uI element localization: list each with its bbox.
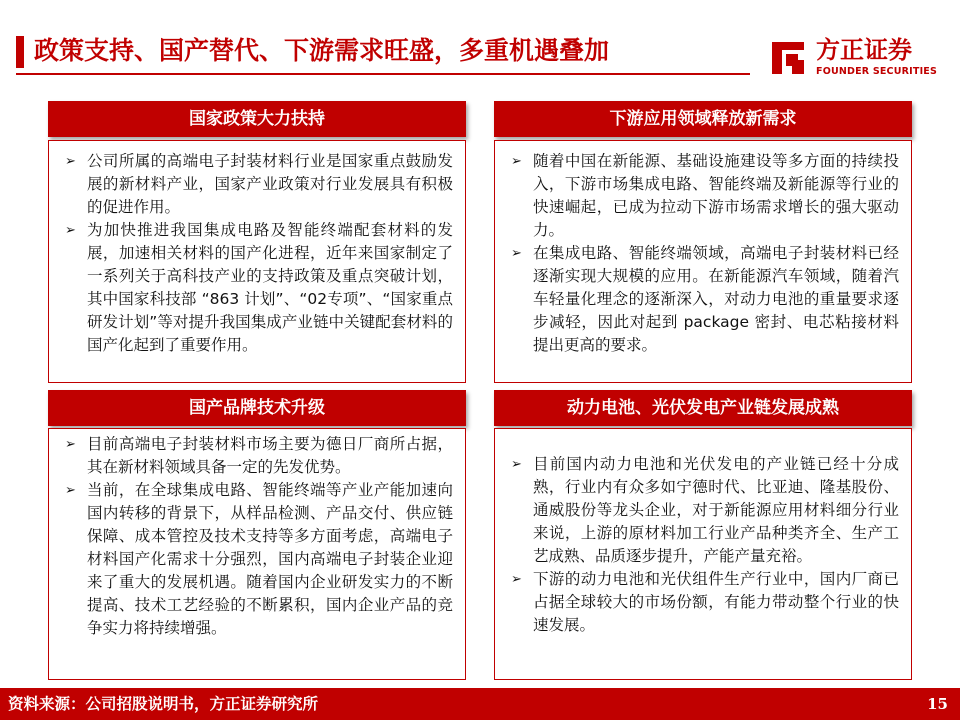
list-item-text: 目前国内动力电池和光伏发电的产业链已经十分成熟，行业内有众多如宁德时代、比亚迪、隆基股份、通威股份等龙头企业，对于新能源应用材料细分行业来说，上游的原材料加工行业产品种类齐全、生产工艺成熟、品质逐步提升，产能产量充裕。 xyxy=(533,455,899,565)
bullet-list xyxy=(505,453,899,637)
list-item xyxy=(59,219,453,357)
list-item xyxy=(505,150,899,242)
bullet-list xyxy=(505,150,899,357)
list-item xyxy=(59,479,453,640)
founder-logo-icon xyxy=(768,38,808,78)
arrow-bullet-icon: ➢ xyxy=(65,483,76,498)
list-item xyxy=(505,242,899,357)
footer-bar xyxy=(0,688,960,720)
source-note: 资料来源：公司招股说明书，方正证券研究所 xyxy=(8,695,319,713)
panel-header-demand: 下游应用领域释放新需求 xyxy=(494,101,912,137)
list-item xyxy=(505,453,899,568)
list-item-text: 随着中国在新能源、基础设施建设等多方面的持续投入，下游市场集成电路、智能终端及新能源等行业的快速崛起，已成为拉动下游市场需求增长的强大驱动力。 xyxy=(533,152,899,239)
page-number: 15 xyxy=(927,695,948,713)
panel-header-industry-chain: 动力电池、光伏发电产业链发展成熟 xyxy=(494,390,912,426)
arrow-bullet-icon: ➢ xyxy=(511,246,522,261)
founder-logo xyxy=(764,30,944,82)
arrow-bullet-icon: ➢ xyxy=(511,457,522,472)
title-accent-bar xyxy=(16,36,24,68)
list-item-text: 公司所属的高端电子封装材料行业是国家重点鼓励发展的新材料产业，国家产业政策对行业发展具有积极的促进作用。 xyxy=(87,152,453,216)
list-item-text: 当前，在全球集成电路、智能终端等产业产能加速向国内转移的背景下，从样品检测、产品交付、供应链保障、成本管控及技术支持等多方面考虑，高端电子材料国产化需求十分强烈，国内高端电子封装企业迎来了重大的发展机遇。随着国内企业研发实力的不断提高、技术工艺经验的不断累积，国内企业产品的竞争实力将持续增强。 xyxy=(87,481,453,637)
panel-header-domestic-brand: 国产品牌技术升级 xyxy=(48,390,466,426)
list-item xyxy=(59,433,453,479)
arrow-bullet-icon: ➢ xyxy=(511,154,522,169)
list-item-text: 下游的动力电池和光伏组件生产行业中，国内厂商已占据全球较大的市场份额，有能力带动整个行业的快速发展。 xyxy=(533,570,899,634)
list-item xyxy=(59,150,453,219)
list-item xyxy=(505,568,899,637)
list-item-text: 为加快推进我国集成电路及智能终端配套材料的发展，加速相关材料的国产化进程，近年来国家制定了一系列关于高科技产业的支持政策及重点突破计划，其中国家科技部 “863 计划”、“02专项”、“国家重点研发计划”等对提升我国集成产业链中关键配套材料的国产化起到了重要作用。 xyxy=(87,221,453,354)
panel-body-demand xyxy=(494,140,912,383)
panel-body-policy xyxy=(48,140,466,383)
panel-body-industry-chain xyxy=(494,428,912,680)
arrow-bullet-icon: ➢ xyxy=(511,572,522,587)
bullet-list xyxy=(59,150,453,357)
panel-body-domestic-brand xyxy=(48,428,466,680)
logo-chinese-name: 方正证券 xyxy=(816,36,912,64)
page-title: 政策支持、国产替代、下游需求旺盛，多重机遇叠加 xyxy=(34,36,610,65)
arrow-bullet-icon: ➢ xyxy=(65,437,76,452)
title-divider xyxy=(16,73,750,75)
arrow-bullet-icon: ➢ xyxy=(65,223,76,238)
panel-header-policy: 国家政策大力扶持 xyxy=(48,101,466,137)
bullet-list xyxy=(59,433,453,640)
list-item-text: 目前高端电子封装材料市场主要为德日厂商所占据，其在新材料领域具备一定的先发优势。 xyxy=(87,435,453,476)
arrow-bullet-icon: ➢ xyxy=(65,154,76,169)
logo-english-name: FOUNDER SECURITIES xyxy=(816,66,938,77)
list-item-text: 在集成电路、智能终端领域，高端电子封装材料已经逐渐实现大规模的应用。在新能源汽车领域，随着汽车轻量化理念的逐渐深入，对动力电池的重量要求逐步减轻，因此对起到 package 密封、电芯粘接材料提出更高的要求。 xyxy=(533,244,899,354)
